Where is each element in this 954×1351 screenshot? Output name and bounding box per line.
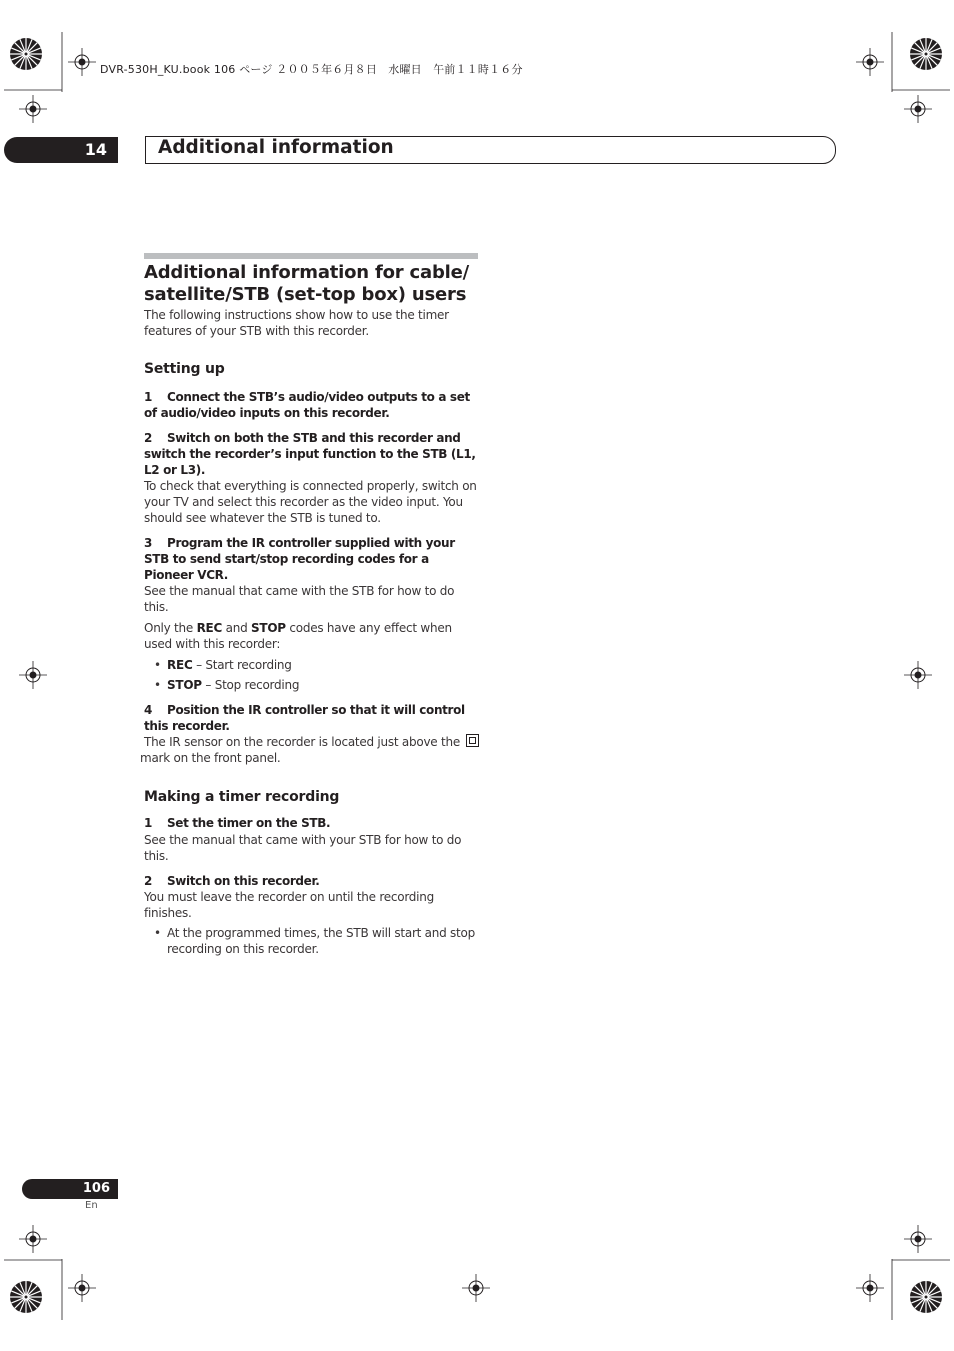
bullet-stop (144, 677, 480, 693)
bullet-rec (144, 657, 480, 673)
ir-text-post: mark on the front panel. (140, 751, 281, 765)
bullet-key: STOP (167, 678, 202, 692)
setup-step-4 (144, 702, 480, 734)
chapter-number: 14 (84, 140, 107, 159)
setup-step-3-codes (144, 620, 480, 652)
timer-step-2 (144, 873, 480, 889)
step-number: 1 (144, 390, 152, 404)
rec-code: REC (196, 621, 223, 635)
step-text: Position the IR controller so that it will control this recorder. (144, 703, 465, 733)
chapter-title-bar (145, 136, 836, 164)
stop-code: STOP (251, 621, 286, 635)
chapter-title: Additional information (158, 137, 394, 158)
section-intro: The following instructions show how to use the timer features of your STB with this recorder. (144, 308, 449, 338)
codes-text-post: codes have any effect when used with this recorder: (144, 621, 452, 651)
timer-step-1 (144, 815, 480, 831)
step-number: 4 (144, 703, 152, 717)
section-title-line1: Additional information for cable/ (144, 262, 469, 283)
setup-step-2 (144, 430, 480, 478)
step-text: Connect the STB’s audio/video outputs to a set of audio/video inputs on this recorder. (144, 390, 470, 420)
step-text: Switch on both the STB and this recorder and switch the recorder’s input function to the STB (L1, L2 or L3). (144, 431, 476, 477)
section-title-line2: satellite/STB (set-top box) users (144, 284, 467, 305)
step-number: 1 (144, 816, 152, 830)
page-number-tab (22, 1179, 118, 1199)
step-text: Program the IR controller supplied with your STB to send start/stop recording codes for a Pioneer VCR. (144, 536, 455, 582)
bullet-key: REC (167, 658, 193, 672)
codes-text-mid: and (222, 621, 252, 635)
ir-text-pre: The IR sensor on the recorder is located just above the (144, 735, 464, 749)
step-number: 2 (144, 431, 152, 445)
section-title (144, 262, 480, 306)
main-column (140, 262, 480, 957)
print-header: DVR-530H_KU.book 106 ページ ２００５年６月８日 水曜日 午前１１時１６分 (100, 63, 523, 76)
setup-step-3 (144, 535, 480, 583)
setting-up-heading: Setting up (144, 361, 225, 377)
step-text: Switch on this recorder. (167, 874, 320, 888)
setup-step-1 (144, 389, 480, 421)
chapter-number-tab (4, 137, 118, 163)
step-number: 2 (144, 874, 152, 888)
step-text: Set the timer on the STB. (167, 816, 331, 830)
codes-text-pre: Only the (144, 621, 197, 635)
setup-step-2-body: To check that everything is connected properly, switch on your TV and select this recorder as the video input. You should see whatever the STB is tuned to. (144, 479, 477, 525)
setup-step-3-body: See the manual that came with the STB for how to do this. (144, 584, 455, 614)
setup-step-4-body (140, 734, 480, 766)
section-rule (144, 253, 478, 259)
bullet-text: – Start recording (192, 658, 292, 672)
timer-heading: Making a timer recording (144, 789, 340, 805)
page-number: 106 (82, 1181, 110, 1196)
timer-bullet: • At the programmed times, the STB will start and stop recording on this recorder. (144, 925, 480, 957)
timer-step-2-body: You must leave the recorder on until the recording finishes. (144, 890, 434, 920)
timer-step-1-body: See the manual that came with your STB for how to do this. (144, 833, 462, 863)
bullet-text: – Stop recording (201, 678, 300, 692)
step-number: 3 (144, 536, 152, 550)
language-label: En (85, 1200, 98, 1211)
ir-sensor-icon (466, 734, 479, 747)
